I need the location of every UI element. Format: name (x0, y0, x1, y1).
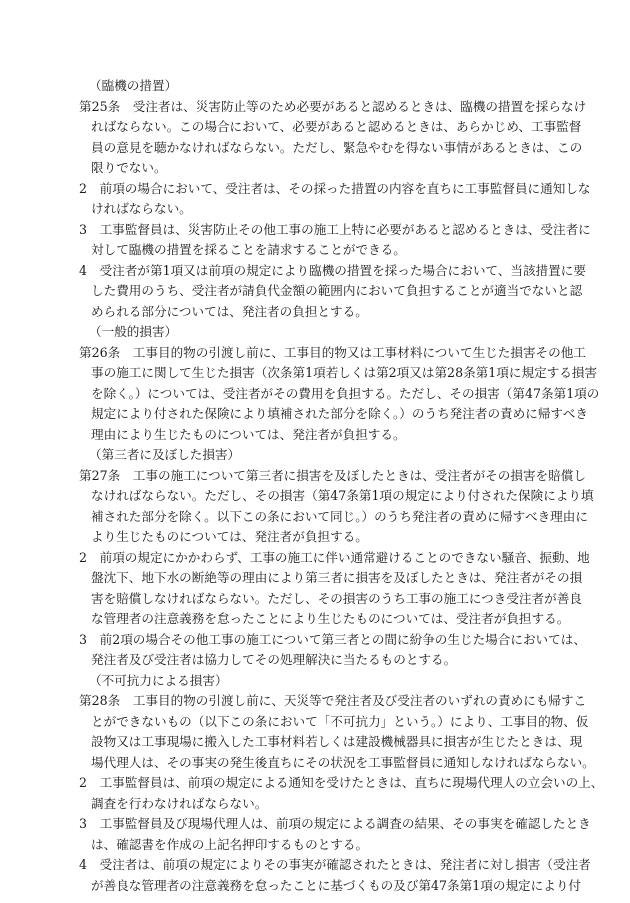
article-heading: （臨機の措置） (89, 78, 178, 93)
continuation-line: ければならない。 (91, 201, 192, 216)
continuation-line: 事の施工に関して生じた損害（次条第1項若しくは第2項又は第28条第1項に規定する損害 (91, 365, 598, 380)
continuation-line: 員の意見を聴かなければならない。ただし、緊急やむを得ない事情があるときは、この (91, 139, 583, 155)
paragraph-first-line: 3 工事監督員は、災害防止その他工事の施工上特に必要があると認めるときは、受注者に (79, 221, 591, 237)
article-first-line: 第25条 受注者は、災害防止等のため必要があると認めるときは、臨機の措置を採らなけ (79, 98, 587, 114)
continuation-line: 害を賠償しなければならない。ただし、その損害のうち工事の施工につき受注者が善良 (91, 590, 582, 606)
continuation-line: 調査を行わなければならない。 (91, 795, 268, 811)
paragraph-first-line: 3 前2項の場合その他工事の施工について第三者との間に紛争の生じた場合においては、 (79, 631, 586, 647)
continuation-line: な管理者の注意義務を怠ったことにより生じたものについては、受注者が負担する。 (91, 611, 570, 626)
paragraph-first-line: 2 工事監督員は、前項の規定による通知を受けたときは、直ちに現場代理人の立会いの上、 (79, 775, 604, 790)
article-first-line: 第26条 工事目的物の引渡し前に、工事目的物又は工事材料について生じた損害その他工 (79, 344, 586, 360)
continuation-line: 発注者及び受注者は協力してその処理解決に当たるものとする。 (91, 652, 457, 667)
continuation-line: 対して臨機の措置を採ることを請求することができる。 (91, 242, 406, 257)
article-heading: （一般的損害） (89, 324, 178, 339)
paragraph-first-line: 4 受注者が第1項又は前項の規定により臨機の措置を採った場合において、当該措置に要 (79, 262, 586, 278)
article-first-line: 第28条 工事目的物の引渡し前に、天災等で発注者及び受注者のいずれの責めにも帰すこ (79, 693, 587, 708)
paragraph-first-line: 4 受注者は、前項の規定によりその事実が確認されたときは、発注者に対し損害（受注者 (79, 857, 591, 872)
article-heading: （不可抗力による損害） (89, 672, 228, 688)
continuation-line: 盤沈下、地下水の断絶等の理由により第三者に損害を及ぼしたときは、発注者がその損 (91, 570, 583, 585)
continuation-line: められる部分については、発注者の負担とする。 (91, 303, 368, 319)
continuation-line: ればならない。この場合において、必要があると認めるときは、あらかじめ、工事監督 (91, 119, 582, 134)
paragraph-first-line: 3 工事監督員及び現場代理人は、前項の規定による調査の結果、その事実を確認したとき (79, 816, 591, 831)
continuation-line: とができないもの（以下この条において「不可抗力」という。）により、工事目的物、仮 (91, 713, 589, 729)
continuation-line: 設物又は工事現場に搬入した工事材料若しくは建設機械器具に損害が生じたときは、現 (91, 734, 583, 749)
paragraph-first-line: 2 前項の場合において、受注者は、その採った措置の内容を直ちに工事監督員に通知しな (79, 180, 591, 196)
continuation-line: した費用のうち、受注者が請負代金額の範囲内において負担することが適当でないと認 (91, 283, 583, 298)
continuation-line: は、確認書を作成の上記名押印するものとする。 (91, 836, 369, 852)
continuation-line: 規定により付された保険により填補された部分を除く。）のうち発注者の責めに帰すべき (91, 406, 588, 421)
paragraph-first-line: 2 前項の規定にかかわらず、工事の施工に伴い通常避けることのできない騒音、振動、地 (79, 549, 590, 565)
continuation-line: 理由により生じたものについては、発注者が負担する。 (91, 426, 406, 442)
continuation-line: が善良な管理者の注意義務を怠ったことに基づくもの及び第47条第1項の規定により付 (91, 877, 582, 893)
contract-text-body (79, 76, 604, 896)
article-heading: （第三者に及ぼした損害） (89, 447, 241, 462)
article-first-line: 第27条 工事の施工について第三者に損害を及ぼしたときは、受注者がその損害を賠償し (79, 467, 586, 483)
continuation-line: 補された部分を除く。以下この条において同じ。）のうち発注者の責めに帰すべき理由に (91, 508, 588, 524)
continuation-line: より生じたものについては、発注者が負担する。 (91, 529, 368, 544)
continuation-line: を除く。）については、受注者がその費用を負担する。ただし、その損害（第47条第1項の (91, 385, 600, 401)
continuation-line: なければならない。ただし、その損害（第47条第1項の規定により付された保険により填 (91, 488, 594, 503)
continuation-line: 場代理人は、その事実の発生後直ちにその状況を工事監督員に通知しなければならない。 (91, 754, 595, 770)
continuation-line: 限りでない。 (91, 160, 167, 175)
